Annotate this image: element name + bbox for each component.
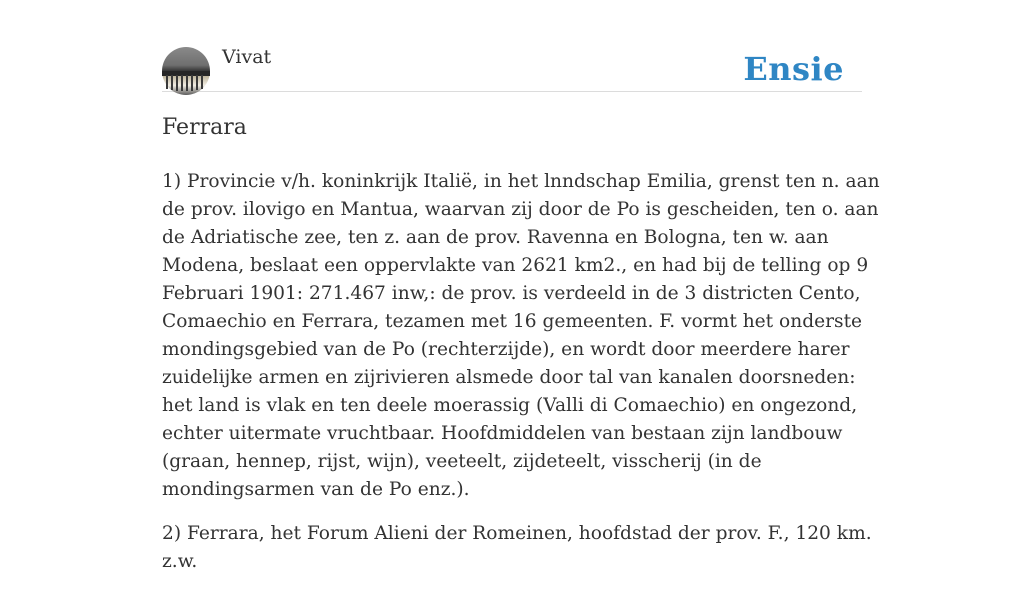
avatar[interactable]	[162, 47, 210, 95]
avatar-image-icon	[162, 47, 210, 95]
paragraph-2: 2) Ferrara, het Forum Alieni der Romeinen, hoofdstad der prov. F., 120 km. z.w.	[162, 523, 872, 572]
site-logo[interactable]: Ensie	[743, 50, 844, 88]
author-name[interactable]: Vivat	[222, 46, 272, 68]
paragraph-1: 1) Provincie v/h. koninkrijk Italië, in het lnndschap Emilia, grenst ten n. aan de prov. ilovigo en Mantua, waarvan zij door de Po is gescheiden, ten o. aan de Adriatische zee, ten z. aan de prov. Ravenna en Bologna, ten w. aan Modena, beslaat een oppervlakte van 2621 km2., en had bij de telling op 9 Februari 1901: 271.467 inw,: de prov. is verdeeld in de 3 districten Cento, Comaechio en Ferrara, tezamen met 16 gemeenten. F. vormt het onderste mondingsgebied van de Po (rechterzijde), en wordt door meerdere harer zuidelijke armen en zijrivieren alsmede door tal van kanalen doorsneden: het land is vlak en ten deele moerassig (Valli di Comaechio) en ongezond, echter uitermate vruchtbaar. Hoofdmiddelen van bestaan zijn landbouw (graan, hennep, rijst, wijn), veeteelt, zijdeteelt, visscherij (in de mondingsarmen van de Po enz.).	[162, 171, 880, 500]
page-title: Ferrara	[162, 115, 247, 140]
article-body	[162, 168, 882, 592]
header	[162, 40, 862, 92]
